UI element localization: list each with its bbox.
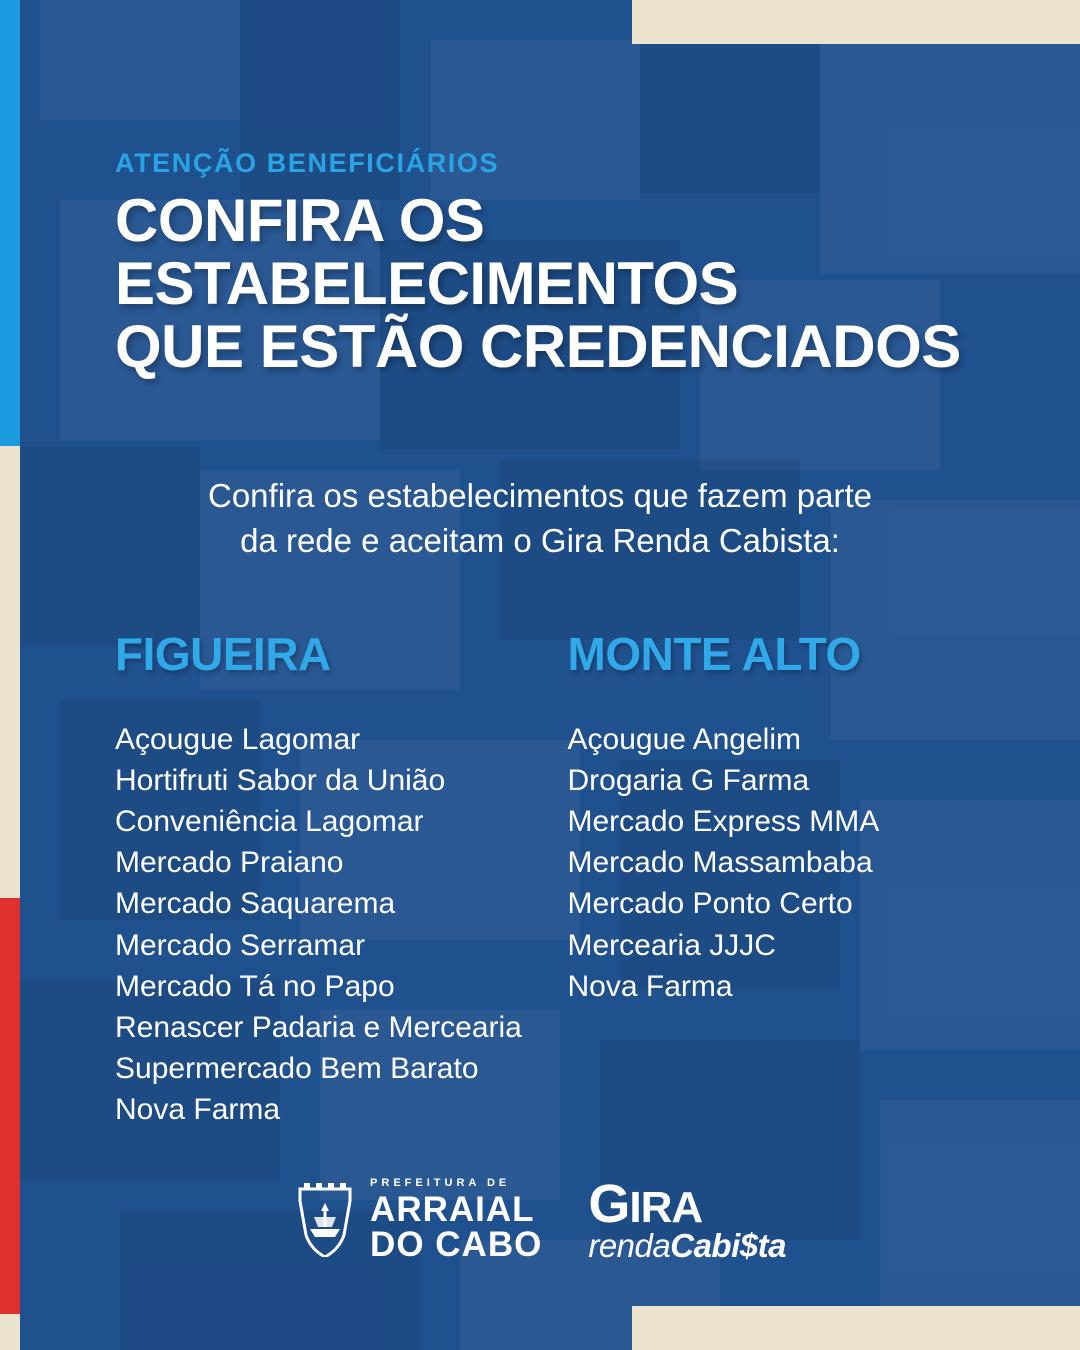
list-item: Renascer Padaria e Mercearia [115,1010,522,1044]
column-title-figueira: FIGUEIRA [115,628,331,681]
accent-bar-cream-bottom [0,1314,20,1350]
list-item: Mercearia JJJC [567,928,776,962]
program-logo-rest: IRA [629,1182,703,1232]
headline-line-3: QUE ESTÃO CREDENCIADOS [115,313,961,380]
eyebrow-text: ATENÇÃO BENEFICIÁRIOS [115,148,500,178]
city-logo-text [370,1178,542,1262]
list-item: Nova Farma [567,969,733,1003]
city-hall-logo [294,1178,542,1262]
list-item: Mercado Praiano [115,846,344,880]
store-columns [60,627,1020,1130]
subheadline [60,474,1020,563]
footer-logos [0,1173,1080,1265]
headline-line-2: ESTABELECIMENTOS [115,250,739,317]
list-item: Mercado Massambaba [567,846,873,880]
list-item: Hortifruti Sabor da União [115,764,446,798]
city-logo-name-line2: DO CABO [370,1224,543,1264]
program-logo-initial: G [588,1173,630,1234]
coat-of-arms-icon [294,1183,356,1257]
list-item: Mercado Serramar [115,928,366,962]
list-item: Mercado Ponto Certo [567,887,853,921]
store-list-monte-alto [568,719,1021,1007]
corner-shape-bottom-right [632,1306,1080,1350]
list-item: Drogaria G Farma [567,764,810,798]
program-logo-bottom [588,1227,786,1265]
list-item: Açougue Lagomar [115,723,361,757]
list-item: Nova Farma [115,1092,281,1126]
city-logo-name [370,1190,543,1264]
headline-line-1: CONFIRA OS [115,187,485,254]
page-title [60,189,1020,378]
program-logo-top [588,1173,786,1234]
column-monte-alto [568,627,1021,1130]
program-logo-cabista: Cabi$ta [670,1227,786,1265]
list-item: Açougue Angelim [567,723,801,757]
city-logo-name-line1: ARRAIAL [370,1190,535,1230]
column-figueira [115,627,568,1130]
subheadline-line-1: Confira os estabelecimentos que fazem parte [207,477,873,514]
program-logo [588,1173,786,1265]
list-item: Supermercado Bem Barato [115,1051,479,1085]
list-item: Mercado Express MMA [567,805,880,839]
subheadline-line-2: da rede e aceitam o Gira Renda Cabista: [240,521,840,559]
city-logo-pretitle: PREFEITURA DE [370,1177,511,1190]
column-title-monte-alto: MONTE ALTO [567,628,861,681]
list-item: Mercado Saquarema [115,887,396,921]
store-list-figueira [115,719,568,1130]
list-item: Mercado Tá no Papo [115,969,395,1003]
program-logo-renda: renda [588,1227,671,1265]
list-item: Conveniência Lagomar [115,805,424,839]
